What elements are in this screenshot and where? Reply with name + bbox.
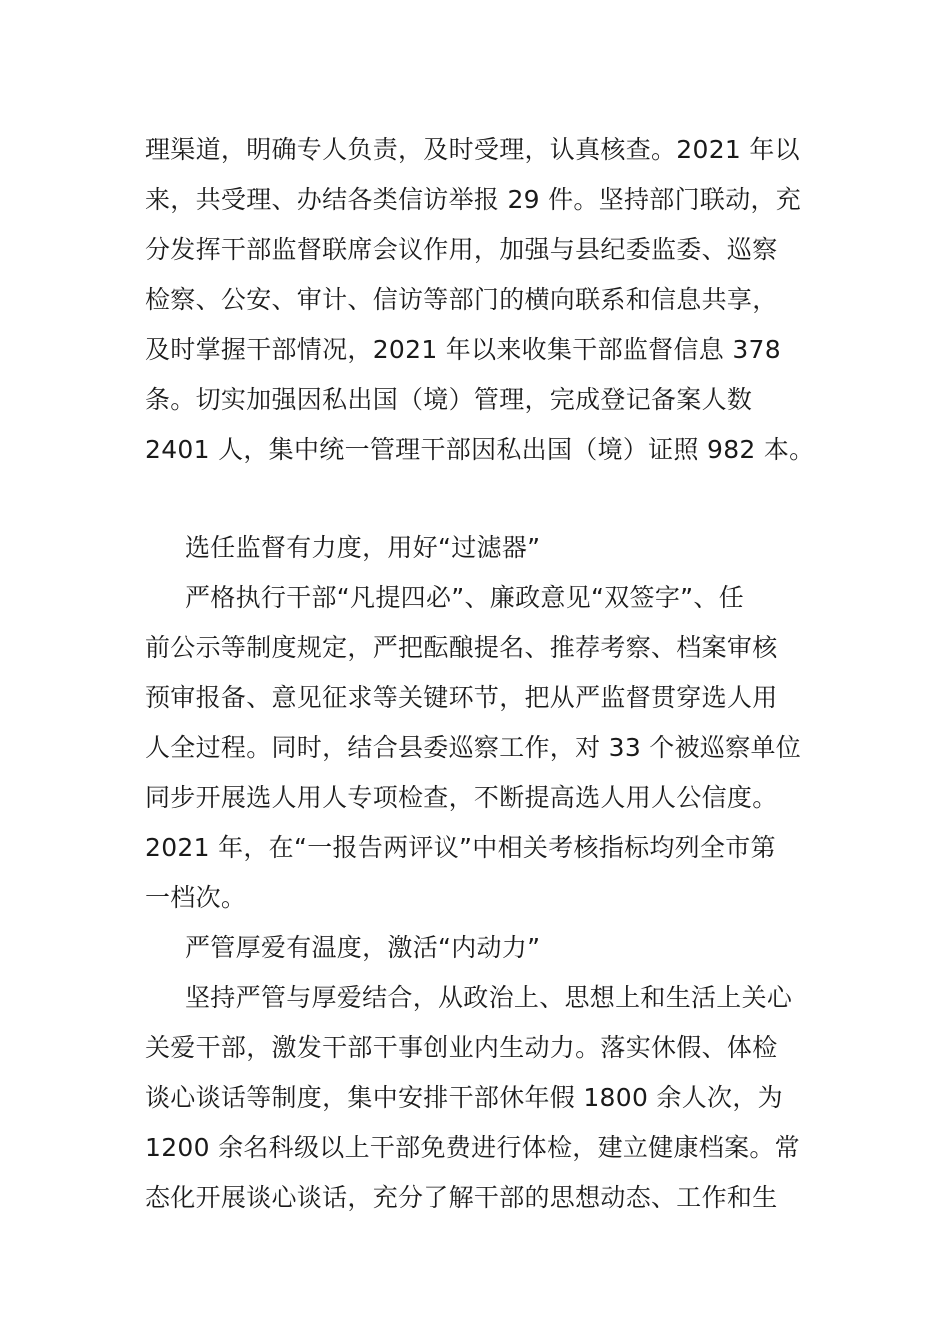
section-heading: 严管厚爱有温度，激活“内动力”: [185, 933, 541, 962]
paragraph-line: 分发挥干部监督联席会议作用，加强与县纪委监委、巡察: [145, 235, 778, 264]
paragraph-line: 态化开展谈心谈话，充分了解干部的思想动态、工作和生: [145, 1183, 778, 1212]
paragraph-line: 前公示等制度规定，严把酝酿提名、推荐考察、档案审核: [145, 633, 778, 662]
paragraph-line: 2401 人，集中统一管理干部因私出国（境）证照 982 本。: [145, 435, 815, 464]
paragraph-line: 谈心谈话等制度，集中安排干部休年假 1800 余人次，为: [145, 1083, 783, 1112]
paragraph-line: 及时掌握干部情况，2021 年以来收集干部监督信息 378: [145, 335, 781, 364]
paragraph-line: 预审报备、意见征求等关键环节，把从严监督贯穿选人用: [145, 683, 778, 712]
paragraph-line: 1200 余名科级以上干部免费进行体检，建立健康档案。常: [145, 1133, 800, 1162]
paragraph-line: 理渠道，明确专人负责，及时受理，认真核查。2021 年以: [145, 135, 800, 164]
paragraph-line: 坚持严管与厚爱结合，从政治上、思想上和生活上关心: [185, 983, 793, 1012]
paragraph-line: 关爱干部，激发干部干事创业内生动力。落实休假、体检: [145, 1033, 778, 1062]
paragraph-line: 来，共受理、办结各类信访举报 29 件。坚持部门联动，充: [145, 185, 802, 214]
paragraph-line: 条。切实加强因私出国（境）管理，完成登记备案人数: [145, 385, 753, 414]
section-heading: 选任监督有力度，用好“过滤器”: [185, 533, 541, 562]
paragraph-line: 严格执行干部“凡提四必”、廉政意见“双签字”、任: [185, 583, 745, 612]
paragraph-line: 2021 年，在“一报告两评议”中相关考核指标均列全市第: [145, 833, 776, 862]
paragraph-line: 同步开展选人用人专项检查，不断提高选人用人公信度。: [145, 783, 778, 812]
paragraph-line: 一档次。: [145, 883, 247, 912]
paragraph-line: 检察、公安、审计、信访等部门的横向联系和信息共享，: [145, 285, 778, 314]
paragraph-line: 人全过程。同时，结合县委巡察工作，对 33 个被巡察单位: [145, 733, 802, 762]
